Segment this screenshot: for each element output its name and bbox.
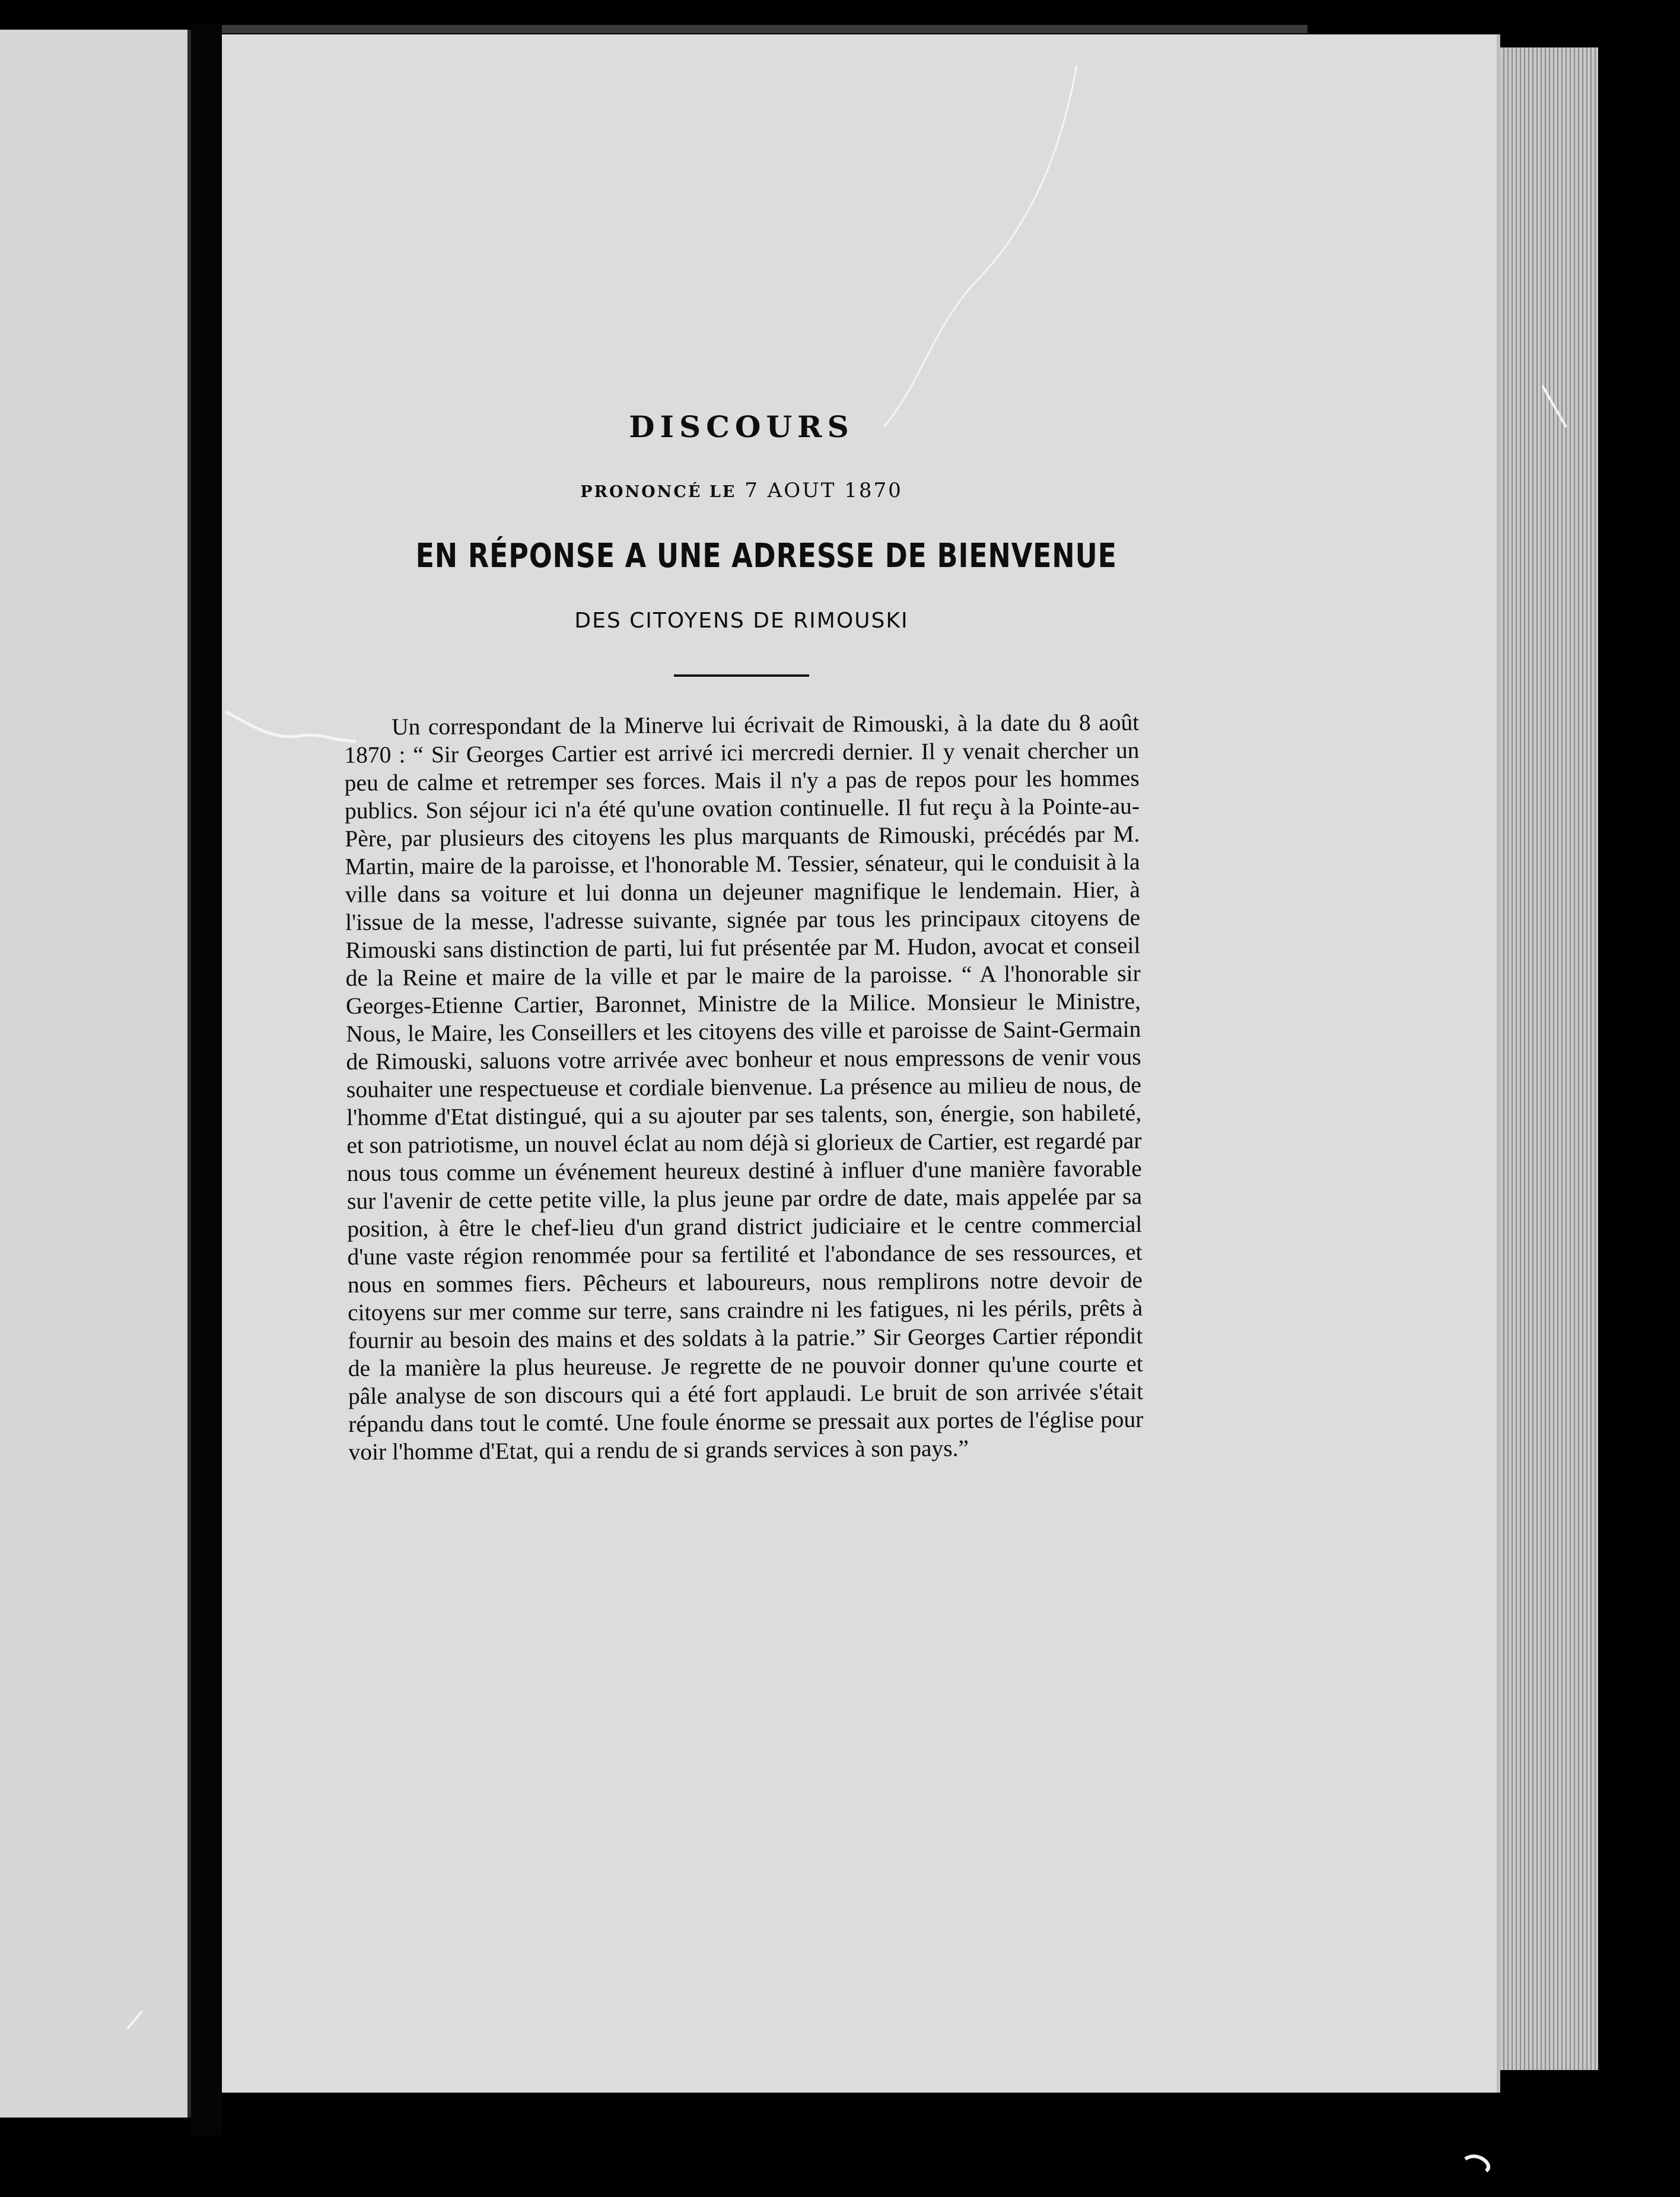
title-divider	[674, 674, 809, 677]
speech-date	[344, 479, 1139, 502]
body-paragraph: Un correspondant de la Minerve lui écrivait de Rimouski, à la date du 8 août 1870 : “ Sir Georges Cartier est arrivé ici mercredi dernier. Il y venait chercher un peu de calme et retremper ses forces. Mais il n'y a pas de repos pour les hommes publics. Son séjour ici n'a été qu'une ovation continuelle. Il fut reçu à la Pointe-au-Père, par plusieurs des citoyens les plus marquants de Rimouski, précédés par M. Martin, maire de la paroisse, et l'honorable M. Tessier, sénateur, qui le conduisit à la ville dans sa voiture et lui donna un dejeuner magnifique le lendemain. Hier, à l'issue de la messe, l'adresse suivante, signée par tous les principaux citoyens de Rimouski sans distinction de parti, lui fut présentée par M. Hudon, avocat et conseil de la Reine et maire de la ville et par le maire de la paroisse. “ A l'honorable sir Georges-Etienne Cartier, Baronnet, Ministre de la Milice. Monsieur le Ministre, Nous, le Maire, les Conseillers et les citoyens des ville et paroisse de Saint-Germain de Rimouski, saluons votre arrivée avec bonheur et nous empressons de venir vous souhaiter une respectueuse et cordiale bienvenue. La présence au milieu de nous, de l'homme d'Etat distingué, qui a su ajouter par ses talents, son, énergie, son habileté, et son patriotisme, un nouvel éclat au nom déjà si glorieux de Cartier, est regardé par nous tous comme un événement heureux destiné à influer d'une manière favorable sur l'avenir de cette petite ville, la plus jeune par ordre de date, mais appelée par sa position, à être le chef-lieu d'un grand district judiciaire et le centre commercial d'une vaste région renommée pour sa fertilité et l'abondance de ses ressources, et nous en sommes fiers. Pêcheurs et laboureurs, nous remplirons notre devoir de citoyens sur mer comme sur terre, sans craindre ni les fatigues, ni les périls, prêts à fournir au besoin des mains et des soldats à la patrie.” Sir Georges Cartier répondit de la manière la plus heureuse. Je regrette de ne pouvoir donner qu'une courte et pâle analyse de son discours qui a été fort applaudi. Le bruit de son arrivée s'était répandu dans tout le comté. Une foule énorme se pressait aux portes de l'église pour voir l'homme d'Etat, qui a rendu de si grands services à son pays.”	[344, 709, 1144, 1465]
page-content	[344, 409, 1144, 1466]
date-value: 7 AOUT 1870	[744, 479, 903, 502]
date-prefix: PRONONCÉ LE	[580, 483, 737, 501]
page-title: DISCOURS	[629, 409, 854, 444]
subtitle-citizens: DES CITOYENS DE RIMOUSKI	[574, 609, 909, 633]
subtitle: EN RÉPONSE A UNE ADRESSE DE BIENVENUE	[415, 537, 1117, 575]
